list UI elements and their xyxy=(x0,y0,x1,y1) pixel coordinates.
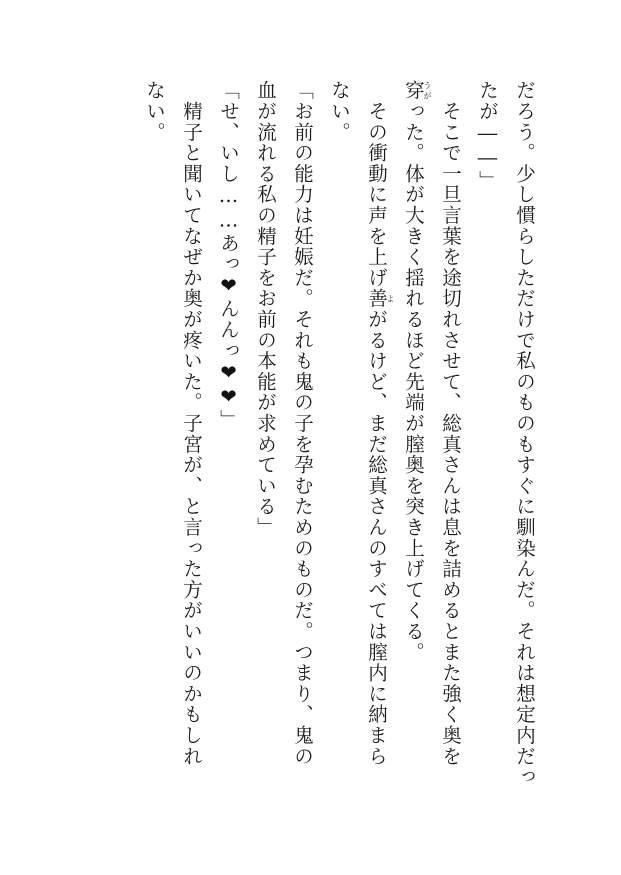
line-text: 精子と聞いてなぜか奥が疼いた。子宮が、と言った方がいいのかもしれ xyxy=(180,80,203,767)
text-line-11 xyxy=(136,80,173,800)
ruby-reading: よ xyxy=(386,288,395,309)
line-text-after: がるけど、まだ総真さんのすべては膣内に納まら xyxy=(365,308,388,767)
line-text: ない。 xyxy=(328,80,351,143)
text-line-4 xyxy=(395,80,432,800)
text-line-10 xyxy=(173,80,210,800)
line-text-before: その衝動に声を上げ xyxy=(365,80,388,288)
ruby-word xyxy=(402,80,432,101)
text-line-2 xyxy=(469,80,506,800)
heart-icon: ❤ xyxy=(217,274,240,299)
ruby-reading: うが xyxy=(423,80,432,101)
line-text-mid: んんっ xyxy=(217,298,240,361)
text-line-8 xyxy=(247,80,284,800)
ruby-base: 善 xyxy=(365,288,388,309)
line-text: たが――」 xyxy=(476,80,499,191)
text-line-5 xyxy=(358,80,395,800)
text-line-1 xyxy=(506,80,543,800)
line-text: だろう。少し慣らしただけで私のものもすぐに馴染んだ。それは想定内だっ xyxy=(513,80,536,788)
text-line-9 xyxy=(210,80,247,800)
line-text: 血が流れる私の精子をお前の本能が求めている」 xyxy=(254,80,277,538)
line-text: そこで一旦言葉を途切れさせて、総真さんは息を詰めるとまた強く奥を xyxy=(439,80,462,767)
line-text-after: った。体が大きく揺れるほど先端が膣奥を突き上げてくる。 xyxy=(402,100,425,663)
vertical-text-body xyxy=(136,80,543,800)
text-line-6 xyxy=(321,80,358,800)
heart-icon: ❤❤ xyxy=(217,360,240,410)
text-line-7 xyxy=(284,80,321,800)
ruby-word xyxy=(365,288,395,309)
line-text-after: 」 xyxy=(217,409,240,431)
text-line-3 xyxy=(432,80,469,800)
line-text: ない。 xyxy=(143,80,166,143)
line-text: 「お前の能力は妊娠だ。それも鬼の子を孕むためのものだ。つまり、鬼の xyxy=(291,80,314,767)
ruby-base: 穿 xyxy=(402,80,425,101)
line-text-before: 「せ、いし……あっ xyxy=(217,80,240,275)
